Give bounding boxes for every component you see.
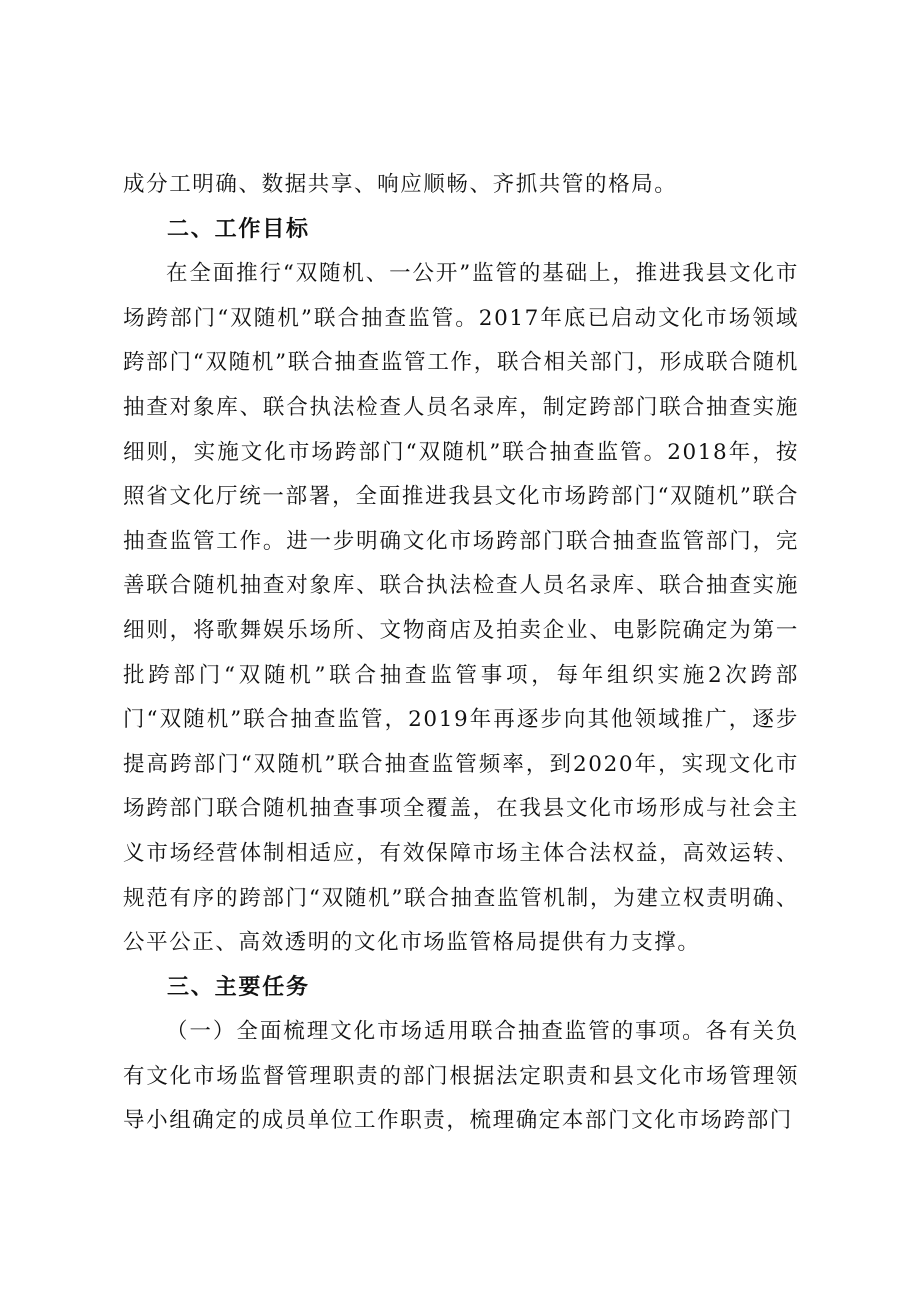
section-heading-main-tasks: 三、主要任务: [167, 974, 310, 1000]
paragraph-task-1: （一）全面梳理文化市场适用联合抽查监管的事项。各有关负有文化市场监督管理职责的部门根据法定职责和县文化市场管理领导小组确定的成员单位工作职责，梳理确定本部门文化市场跨部门: [123, 1019, 799, 1134]
document-body: [123, 163, 799, 1144]
section-heading-work-goals: 二、工作目标: [167, 216, 310, 242]
paragraph-work-goals: 在全面推行“双随机、一公开”监管的基础上，推进我县文化市场跨部门“双随机”联合抽查监管。2017年底已启动文化市场领域跨部门“双随机”联合抽查监管工作，联合相关部门，形成联合随机抽查对象库、联合执法检查人员名录库，制定跨部门联合抽查实施细则，实施文化市场跨部门“双随机”联合抽查监管。2018年，按照省文化厅统一部署，全面推进我县文化市场跨部门“双随机”联合抽查监管工作。进一步明确文化市场跨部门联合抽查监管部门，完善联合随机抽查对象库、联合执法检查人员名录库、联合抽查实施细则，将歌舞娱乐场所、文物商店及拍卖企业、电影院确定为第一批跨部门“双随机”联合抽查监管事项，每年组织实施2次跨部门“双随机”联合抽查监管，2019年再逐步向其他领域推广，逐步提高跨部门“双随机”联合抽查监管频率，到2020年，实现文化市场跨部门联合随机抽查事项全覆盖，在我县文化市场形成与社会主义市场经营体制相适应，有效保障市场主体合法权益，高效运转、规范有序的跨部门“双随机”联合抽查监管机制，为建立权责明确、公平公正、高效透明的文化市场监管格局提供有力支撑。: [123, 261, 799, 956]
paragraph-intro-tail: 成分工明确、数据共享、响应顺畅、齐抓共管的格局。: [123, 172, 678, 197]
